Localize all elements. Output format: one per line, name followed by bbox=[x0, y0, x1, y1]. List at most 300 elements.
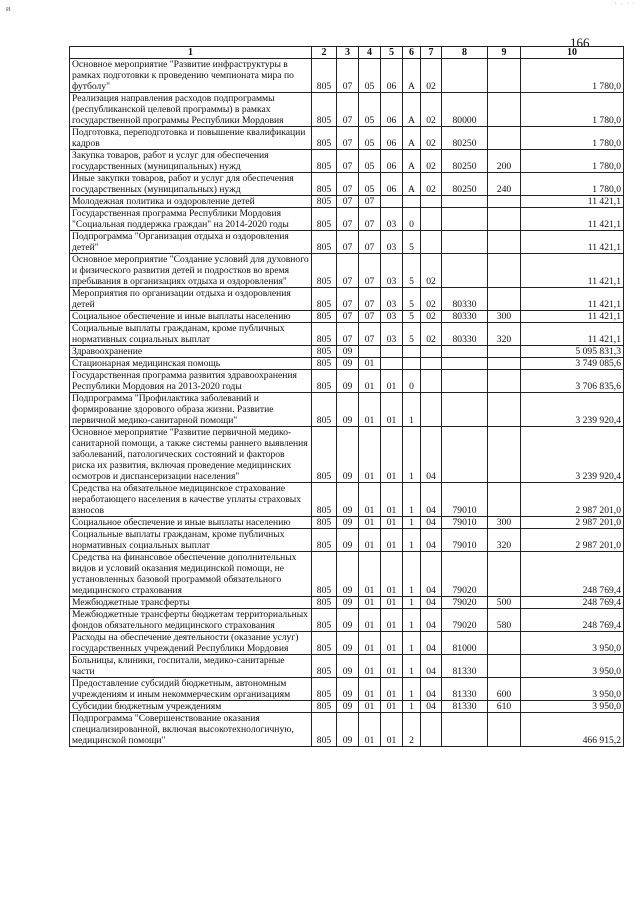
table-row bbox=[70, 150, 624, 173]
code-section: 09 bbox=[337, 552, 359, 597]
code-ministry: 805 bbox=[312, 632, 337, 655]
code-direction: 79020 bbox=[442, 609, 488, 632]
code-expense-type bbox=[488, 713, 521, 747]
code-expense-type bbox=[488, 655, 521, 678]
code-section: 07 bbox=[337, 59, 359, 93]
code-ministry: 805 bbox=[312, 196, 337, 208]
code-subprogram: 1 bbox=[403, 655, 421, 678]
code-event: 04 bbox=[421, 678, 442, 701]
row-name: Основное мероприятие "Развитие инфраструктуры в рамках подготовки к проведению чемпионата мира по футболу" bbox=[70, 59, 312, 93]
code-event: 04 bbox=[421, 632, 442, 655]
row-amount: 3 950,0 bbox=[521, 678, 624, 701]
code-ministry: 805 bbox=[312, 678, 337, 701]
code-section: 09 bbox=[337, 483, 359, 517]
column-header: 7 bbox=[421, 47, 442, 59]
code-program: 01 bbox=[381, 655, 403, 678]
code-program: 06 bbox=[381, 59, 403, 93]
code-event bbox=[421, 346, 442, 358]
code-program: 01 bbox=[381, 393, 403, 427]
code-ministry: 805 bbox=[312, 150, 337, 173]
code-program: 01 bbox=[381, 597, 403, 609]
code-section: 07 bbox=[337, 311, 359, 323]
code-section: 09 bbox=[337, 529, 359, 552]
code-event: 04 bbox=[421, 609, 442, 632]
table-row bbox=[70, 427, 624, 483]
code-ministry: 805 bbox=[312, 370, 337, 393]
code-program: 01 bbox=[381, 678, 403, 701]
table-row bbox=[70, 517, 624, 529]
code-subprogram: 5 bbox=[403, 323, 421, 346]
code-direction: 81330 bbox=[442, 701, 488, 713]
code-direction: 80250 bbox=[442, 127, 488, 150]
code-program: 06 bbox=[381, 150, 403, 173]
code-expense-type: 320 bbox=[488, 529, 521, 552]
table-row bbox=[70, 552, 624, 597]
table-body bbox=[70, 59, 624, 747]
code-event: 02 bbox=[421, 288, 442, 311]
code-ministry: 805 bbox=[312, 231, 337, 254]
code-subsection: 01 bbox=[359, 358, 381, 370]
column-header: 2 bbox=[312, 47, 337, 59]
code-event: 02 bbox=[421, 150, 442, 173]
row-name: Здравоохранение bbox=[70, 346, 312, 358]
table-row bbox=[70, 597, 624, 609]
code-subprogram: 1 bbox=[403, 427, 421, 483]
code-direction bbox=[442, 370, 488, 393]
table-row bbox=[70, 173, 624, 196]
code-subsection: 07 bbox=[359, 288, 381, 311]
row-name: Средства на финансовое обеспечение дополнительных видов и условий оказания медицинской помощи, не установленных базовой программой обязательного медицинского страхования bbox=[70, 552, 312, 597]
code-subprogram: 0 bbox=[403, 208, 421, 231]
row-amount: 11 421,1 bbox=[521, 323, 624, 346]
code-subprogram: А bbox=[403, 93, 421, 127]
table-row bbox=[70, 678, 624, 701]
code-program: 01 bbox=[381, 609, 403, 632]
table-row bbox=[70, 632, 624, 655]
code-expense-type: 200 bbox=[488, 150, 521, 173]
code-direction bbox=[442, 208, 488, 231]
row-amount: 11 421,1 bbox=[521, 196, 624, 208]
row-amount: 11 421,1 bbox=[521, 254, 624, 288]
code-subprogram: 1 bbox=[403, 529, 421, 552]
code-program bbox=[381, 196, 403, 208]
row-amount: 3 950,0 bbox=[521, 701, 624, 713]
code-subsection: 05 bbox=[359, 127, 381, 150]
code-direction bbox=[442, 427, 488, 483]
code-program: 01 bbox=[381, 370, 403, 393]
code-program: 01 bbox=[381, 517, 403, 529]
code-subsection: 07 bbox=[359, 323, 381, 346]
code-section: 09 bbox=[337, 609, 359, 632]
code-direction bbox=[442, 196, 488, 208]
row-name: Молодежная политика и оздоровление детей bbox=[70, 196, 312, 208]
code-ministry: 805 bbox=[312, 713, 337, 747]
code-program bbox=[381, 346, 403, 358]
table-row bbox=[70, 393, 624, 427]
code-subsection: 07 bbox=[359, 208, 381, 231]
code-section: 09 bbox=[337, 346, 359, 358]
table-row bbox=[70, 701, 624, 713]
code-ministry: 805 bbox=[312, 552, 337, 597]
code-event bbox=[421, 231, 442, 254]
code-ministry: 805 bbox=[312, 358, 337, 370]
code-event bbox=[421, 208, 442, 231]
code-ministry: 805 bbox=[312, 208, 337, 231]
code-program: 06 bbox=[381, 173, 403, 196]
code-subsection: 05 bbox=[359, 173, 381, 196]
row-name: Мероприятия по организации отдыха и оздоровления детей bbox=[70, 288, 312, 311]
code-subsection: 01 bbox=[359, 552, 381, 597]
code-direction: 79010 bbox=[442, 517, 488, 529]
row-amount: 3 749 085,6 bbox=[521, 358, 624, 370]
row-amount: 1 780,0 bbox=[521, 173, 624, 196]
code-subsection: 01 bbox=[359, 701, 381, 713]
code-ministry: 805 bbox=[312, 59, 337, 93]
code-event: 04 bbox=[421, 597, 442, 609]
code-subprogram: 1 bbox=[403, 483, 421, 517]
code-program: 01 bbox=[381, 632, 403, 655]
code-event bbox=[421, 196, 442, 208]
code-subprogram: А bbox=[403, 173, 421, 196]
code-subsection: 01 bbox=[359, 483, 381, 517]
code-event: 04 bbox=[421, 517, 442, 529]
code-subprogram: А bbox=[403, 150, 421, 173]
table-row bbox=[70, 529, 624, 552]
code-ministry: 805 bbox=[312, 655, 337, 678]
code-expense-type: 320 bbox=[488, 323, 521, 346]
table-row bbox=[70, 346, 624, 358]
table-row bbox=[70, 713, 624, 747]
code-expense-type bbox=[488, 93, 521, 127]
code-subsection: 07 bbox=[359, 196, 381, 208]
code-program: 01 bbox=[381, 701, 403, 713]
code-direction bbox=[442, 713, 488, 747]
row-name: Основное мероприятие "Развитие первичной медико-санитарной помощи, а также системы раннего выявления заболеваний, патологических состояний и факторов риска их развития, включая проведение медицинских осмотров и диспансеризации населения" bbox=[70, 427, 312, 483]
table-row bbox=[70, 93, 624, 127]
code-expense-type bbox=[488, 370, 521, 393]
code-subsection: 01 bbox=[359, 713, 381, 747]
code-direction bbox=[442, 59, 488, 93]
row-amount: 248 769,4 bbox=[521, 609, 624, 632]
row-amount: 2 987 201,0 bbox=[521, 483, 624, 517]
code-direction: 80330 bbox=[442, 288, 488, 311]
code-ministry: 805 bbox=[312, 701, 337, 713]
table-row bbox=[70, 358, 624, 370]
code-subprogram: 1 bbox=[403, 609, 421, 632]
code-program: 01 bbox=[381, 552, 403, 597]
code-direction bbox=[442, 254, 488, 288]
code-subsection: 01 bbox=[359, 393, 381, 427]
row-name: Средства на обязательное медицинское страхование неработающего населения в качестве уплаты страховых взносов bbox=[70, 483, 312, 517]
code-event: 04 bbox=[421, 552, 442, 597]
column-header: 3 bbox=[337, 47, 359, 59]
budget-table bbox=[69, 46, 624, 747]
code-event: 02 bbox=[421, 173, 442, 196]
row-amount: 1 780,0 bbox=[521, 127, 624, 150]
column-header: 5 bbox=[381, 47, 403, 59]
row-amount: 3 239 920,4 bbox=[521, 427, 624, 483]
row-name: Основное мероприятие "Создание условий для духовного и физического развития детей и подростков во время пребывания в организациях отдыха и оздоровления" bbox=[70, 254, 312, 288]
code-expense-type: 240 bbox=[488, 173, 521, 196]
code-section: 07 bbox=[337, 173, 359, 196]
code-event: 04 bbox=[421, 529, 442, 552]
corner-mark-right: · · · · bbox=[614, 0, 636, 8]
code-subprogram: А bbox=[403, 59, 421, 93]
code-section: 09 bbox=[337, 701, 359, 713]
code-event bbox=[421, 358, 442, 370]
table-row bbox=[70, 609, 624, 632]
row-name: Подготовка, переподготовка и повышение квалификации кадров bbox=[70, 127, 312, 150]
row-amount: 1 780,0 bbox=[521, 93, 624, 127]
code-event: 02 bbox=[421, 59, 442, 93]
table-row bbox=[70, 59, 624, 93]
header-row bbox=[70, 47, 624, 59]
code-direction bbox=[442, 231, 488, 254]
code-section: 09 bbox=[337, 597, 359, 609]
code-direction: 81000 bbox=[442, 632, 488, 655]
code-program: 01 bbox=[381, 529, 403, 552]
table-row bbox=[70, 127, 624, 150]
row-amount: 11 421,1 bbox=[521, 208, 624, 231]
row-name: Стационарная медицинская помощь bbox=[70, 358, 312, 370]
row-amount: 11 421,1 bbox=[521, 288, 624, 311]
code-ministry: 805 bbox=[312, 393, 337, 427]
code-expense-type: 500 bbox=[488, 597, 521, 609]
code-ministry: 805 bbox=[312, 427, 337, 483]
code-direction bbox=[442, 358, 488, 370]
row-amount: 248 769,4 bbox=[521, 597, 624, 609]
row-name: Иные закупки товаров, работ и услуг для обеспечения государственных (муниципальных) нужд bbox=[70, 173, 312, 196]
row-amount: 248 769,4 bbox=[521, 552, 624, 597]
code-program: 03 bbox=[381, 231, 403, 254]
code-section: 07 bbox=[337, 208, 359, 231]
code-subsection: 01 bbox=[359, 529, 381, 552]
code-expense-type bbox=[488, 254, 521, 288]
code-expense-type bbox=[488, 288, 521, 311]
code-event: 02 bbox=[421, 127, 442, 150]
code-section: 07 bbox=[337, 196, 359, 208]
code-direction: 79010 bbox=[442, 483, 488, 517]
code-program: 01 bbox=[381, 427, 403, 483]
row-amount: 1 780,0 bbox=[521, 59, 624, 93]
code-section: 07 bbox=[337, 323, 359, 346]
code-ministry: 805 bbox=[312, 483, 337, 517]
code-ministry: 805 bbox=[312, 346, 337, 358]
row-amount: 1 780,0 bbox=[521, 150, 624, 173]
code-subprogram: 1 bbox=[403, 517, 421, 529]
code-subsection bbox=[359, 346, 381, 358]
code-direction: 80000 bbox=[442, 93, 488, 127]
code-direction: 80250 bbox=[442, 150, 488, 173]
code-subsection: 01 bbox=[359, 597, 381, 609]
code-section: 09 bbox=[337, 358, 359, 370]
code-event: 02 bbox=[421, 93, 442, 127]
code-subprogram: 1 bbox=[403, 701, 421, 713]
code-direction: 81330 bbox=[442, 678, 488, 701]
code-subprogram: 5 bbox=[403, 311, 421, 323]
column-header: 8 bbox=[442, 47, 488, 59]
row-name: Подпрограмма "Совершенствование оказания специализированной, включая высокотехнологичную, медицинской помощи" bbox=[70, 713, 312, 747]
row-name: Закупка товаров, работ и услуг для обеспечения государственных (муниципальных) нужд bbox=[70, 150, 312, 173]
code-ministry: 805 bbox=[312, 93, 337, 127]
code-subprogram bbox=[403, 358, 421, 370]
code-subsection: 01 bbox=[359, 632, 381, 655]
code-expense-type bbox=[488, 59, 521, 93]
code-section: 09 bbox=[337, 427, 359, 483]
code-subsection: 07 bbox=[359, 311, 381, 323]
code-direction bbox=[442, 393, 488, 427]
code-section: 07 bbox=[337, 288, 359, 311]
code-subsection: 07 bbox=[359, 231, 381, 254]
code-subprogram: А bbox=[403, 127, 421, 150]
code-direction: 80250 bbox=[442, 173, 488, 196]
code-subprogram: 0 bbox=[403, 370, 421, 393]
corner-mark: и bbox=[6, 4, 11, 13]
code-ministry: 805 bbox=[312, 323, 337, 346]
code-subprogram: 2 bbox=[403, 713, 421, 747]
code-direction: 79010 bbox=[442, 529, 488, 552]
code-event bbox=[421, 370, 442, 393]
table-row bbox=[70, 370, 624, 393]
row-name: Социальные выплаты гражданам, кроме публичных нормативных социальных выплат bbox=[70, 323, 312, 346]
code-expense-type: 300 bbox=[488, 517, 521, 529]
code-subsection: 05 bbox=[359, 93, 381, 127]
code-subsection: 07 bbox=[359, 254, 381, 288]
code-event bbox=[421, 713, 442, 747]
column-header: 9 bbox=[488, 47, 521, 59]
code-section: 09 bbox=[337, 370, 359, 393]
code-subprogram: 1 bbox=[403, 552, 421, 597]
row-amount: 466 915,2 bbox=[521, 713, 624, 747]
row-name: Социальное обеспечение и иные выплаты населению bbox=[70, 311, 312, 323]
code-ministry: 805 bbox=[312, 173, 337, 196]
table-row bbox=[70, 655, 624, 678]
code-expense-type: 600 bbox=[488, 678, 521, 701]
code-direction: 80330 bbox=[442, 323, 488, 346]
code-direction: 80330 bbox=[442, 311, 488, 323]
code-subsection: 01 bbox=[359, 370, 381, 393]
code-expense-type bbox=[488, 552, 521, 597]
code-subsection: 05 bbox=[359, 150, 381, 173]
row-name: Социальное обеспечение и иные выплаты населению bbox=[70, 517, 312, 529]
row-amount: 3 950,0 bbox=[521, 655, 624, 678]
code-section: 09 bbox=[337, 632, 359, 655]
table-row bbox=[70, 254, 624, 288]
code-subprogram: 1 bbox=[403, 597, 421, 609]
code-section: 09 bbox=[337, 713, 359, 747]
table-row bbox=[70, 323, 624, 346]
code-event: 04 bbox=[421, 701, 442, 713]
row-amount: 11 421,1 bbox=[521, 231, 624, 254]
row-amount: 3 239 920,4 bbox=[521, 393, 624, 427]
code-subsection: 01 bbox=[359, 427, 381, 483]
code-ministry: 805 bbox=[312, 517, 337, 529]
code-ministry: 805 bbox=[312, 254, 337, 288]
code-program: 03 bbox=[381, 311, 403, 323]
code-program: 01 bbox=[381, 713, 403, 747]
row-name: Предоставление субсидий бюджетным, автономным учреждениям и иным некоммерческим организациям bbox=[70, 678, 312, 701]
code-expense-type: 580 bbox=[488, 609, 521, 632]
code-expense-type bbox=[488, 346, 521, 358]
row-name: Субсидии бюджетным учреждениям bbox=[70, 701, 312, 713]
row-name: Межбюджетные трансферты бюджетам территориальных фондов обязательного медицинского страхования bbox=[70, 609, 312, 632]
code-event: 02 bbox=[421, 254, 442, 288]
code-direction bbox=[442, 346, 488, 358]
code-expense-type bbox=[488, 196, 521, 208]
code-direction: 81330 bbox=[442, 655, 488, 678]
code-program: 06 bbox=[381, 127, 403, 150]
code-section: 09 bbox=[337, 655, 359, 678]
code-subprogram: 1 bbox=[403, 632, 421, 655]
code-subsection: 01 bbox=[359, 678, 381, 701]
code-subprogram: 5 bbox=[403, 288, 421, 311]
code-program bbox=[381, 358, 403, 370]
code-ministry: 805 bbox=[312, 127, 337, 150]
table-row bbox=[70, 288, 624, 311]
code-section: 07 bbox=[337, 127, 359, 150]
code-expense-type bbox=[488, 127, 521, 150]
code-expense-type: 300 bbox=[488, 311, 521, 323]
row-name: Расходы на обеспечение деятельности (оказание услуг) государственных учреждений Республики Мордовия bbox=[70, 632, 312, 655]
row-name: Подпрограмма "Профилактика заболеваний и формирование здорового образа жизни. Развитие первичной медико-санитарной помощи" bbox=[70, 393, 312, 427]
row-amount: 2 987 201,0 bbox=[521, 529, 624, 552]
code-ministry: 805 bbox=[312, 597, 337, 609]
row-name: Государственная программа Республики Мордовия "Социальная поддержка граждан" на 2014-2020 годы bbox=[70, 208, 312, 231]
code-expense-type bbox=[488, 358, 521, 370]
row-amount: 2 987 201,0 bbox=[521, 517, 624, 529]
code-program: 03 bbox=[381, 254, 403, 288]
code-section: 07 bbox=[337, 150, 359, 173]
code-program: 01 bbox=[381, 483, 403, 517]
code-section: 07 bbox=[337, 231, 359, 254]
column-header: 10 bbox=[521, 47, 624, 59]
table-row bbox=[70, 208, 624, 231]
code-event: 02 bbox=[421, 323, 442, 346]
table-row bbox=[70, 311, 624, 323]
row-amount: 3 706 835,6 bbox=[521, 370, 624, 393]
row-amount: 5 095 831,3 bbox=[521, 346, 624, 358]
code-subprogram: 5 bbox=[403, 254, 421, 288]
code-subprogram: 1 bbox=[403, 678, 421, 701]
code-subprogram bbox=[403, 346, 421, 358]
row-name: Государственная программа развития здравоохранения Республики Мордовия на 2013-2020 годы bbox=[70, 370, 312, 393]
code-expense-type bbox=[488, 393, 521, 427]
code-subprogram: 1 bbox=[403, 393, 421, 427]
code-expense-type bbox=[488, 632, 521, 655]
table-row bbox=[70, 231, 624, 254]
code-section: 09 bbox=[337, 517, 359, 529]
code-event: 04 bbox=[421, 427, 442, 483]
code-subsection: 01 bbox=[359, 655, 381, 678]
code-subprogram bbox=[403, 196, 421, 208]
code-section: 09 bbox=[337, 678, 359, 701]
row-amount: 3 950,0 bbox=[521, 632, 624, 655]
code-event: 04 bbox=[421, 483, 442, 517]
row-amount: 11 421,1 bbox=[521, 311, 624, 323]
code-section: 07 bbox=[337, 93, 359, 127]
code-program: 06 bbox=[381, 93, 403, 127]
code-event bbox=[421, 393, 442, 427]
row-name: Подпрограмма "Организация отдыха и оздоровления детей" bbox=[70, 231, 312, 254]
row-name: Социальные выплаты гражданам, кроме публичных нормативных социальных выплат bbox=[70, 529, 312, 552]
code-subprogram: 5 bbox=[403, 231, 421, 254]
code-expense-type bbox=[488, 483, 521, 517]
code-expense-type bbox=[488, 208, 521, 231]
column-header: 6 bbox=[403, 47, 421, 59]
row-name: Реализация направления расходов подпрограммы (республиканской целевой программы) в рамках государственной программы Республики Мордовия bbox=[70, 93, 312, 127]
code-direction: 79020 bbox=[442, 552, 488, 597]
code-event: 02 bbox=[421, 311, 442, 323]
